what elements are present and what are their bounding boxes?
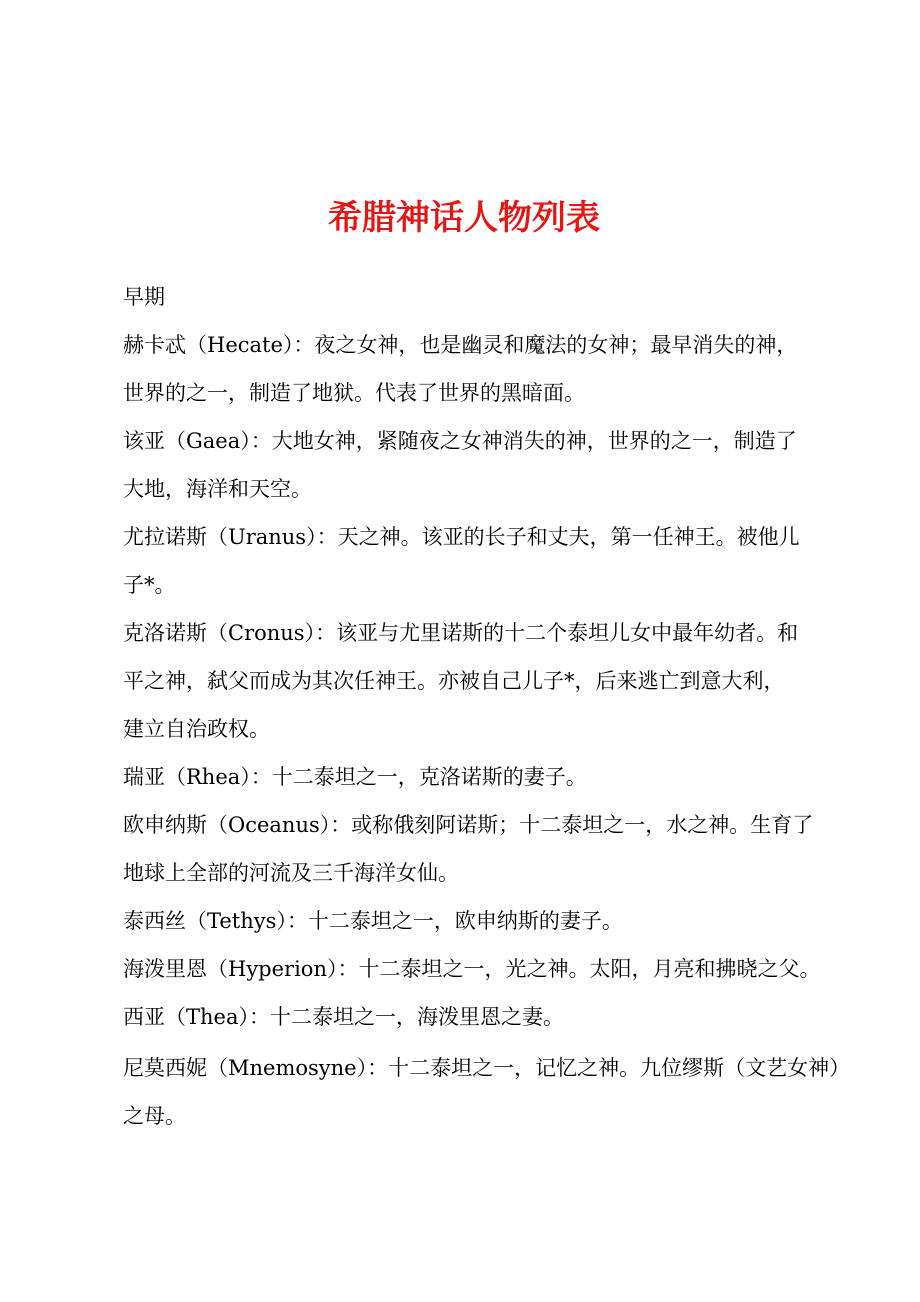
text-line: 大地，海洋和天空。 (123, 477, 312, 501)
entry-mnemosyne (123, 1044, 903, 1140)
page-title: 希腊神话人物列表 (328, 198, 600, 238)
text-line: 尼莫西妮（Mnemosyne）：十二泰坦之一，记忆之神。九位缪斯（文艺女神） (123, 1056, 851, 1080)
text-line: 泰西丝（Tethys）：十二泰坦之一，欧申纳斯的妻子。 (123, 909, 623, 933)
entry-hecate (123, 321, 903, 417)
entry-gaea (123, 417, 903, 513)
text-line: 克洛诺斯（Cronus）：该亚与尤里诺斯的十二个泰坦儿女中最年幼者。和 (123, 621, 799, 645)
text-line: 瑞亚（Rhea）：十二泰坦之一，克洛诺斯的妻子。 (123, 765, 587, 789)
text-line: 世界的之一，制造了地狱。代表了世界的黑暗面。 (123, 381, 585, 405)
entry-hyperion (123, 945, 903, 993)
entry-uranus (123, 513, 903, 609)
entry-oceanus (123, 801, 903, 897)
entry-thea (123, 993, 903, 1041)
text-line: 地球上全部的河流及三千海洋女仙。 (123, 861, 459, 885)
text-line: 西亚（Thea）：十二泰坦之一，海泼里恩之妻。 (123, 1005, 564, 1029)
text-line: 赫卡忒（Hecate）：夜之女神，也是幽灵和魔法的女神；最早消失的神， (123, 333, 798, 357)
text-line: 平之神，弑父而成为其次任神王。亦被自己儿子*，后来逃亡到意大利， (123, 669, 785, 693)
entry-cronus (123, 609, 903, 753)
entry-rhea (123, 753, 903, 801)
text-line: 之母。 (123, 1104, 186, 1128)
text-line: 尤拉诺斯（Uranus）：天之神。该亚的长子和丈夫，第一任神王。被他儿 (123, 525, 800, 549)
entry-tethys (123, 897, 903, 945)
section-heading: 早期 (123, 285, 165, 309)
text-line: 建立自治政权。 (123, 717, 270, 741)
text-line: 海泼里恩（Hyperion）：十二泰坦之一，光之神。太阳，月亮和拂晓之父。 (123, 957, 821, 981)
text-line: 欧申纳斯（Oceanus）：或称俄刻阿诺斯；十二泰坦之一，水之神。生育了 (123, 813, 814, 837)
document-body (123, 273, 903, 1140)
text-line: 子*。 (123, 573, 176, 597)
text-line: 该亚（Gaea）：大地女神，紧随夜之女神消失的神，世界的之一，制造了 (123, 429, 797, 453)
